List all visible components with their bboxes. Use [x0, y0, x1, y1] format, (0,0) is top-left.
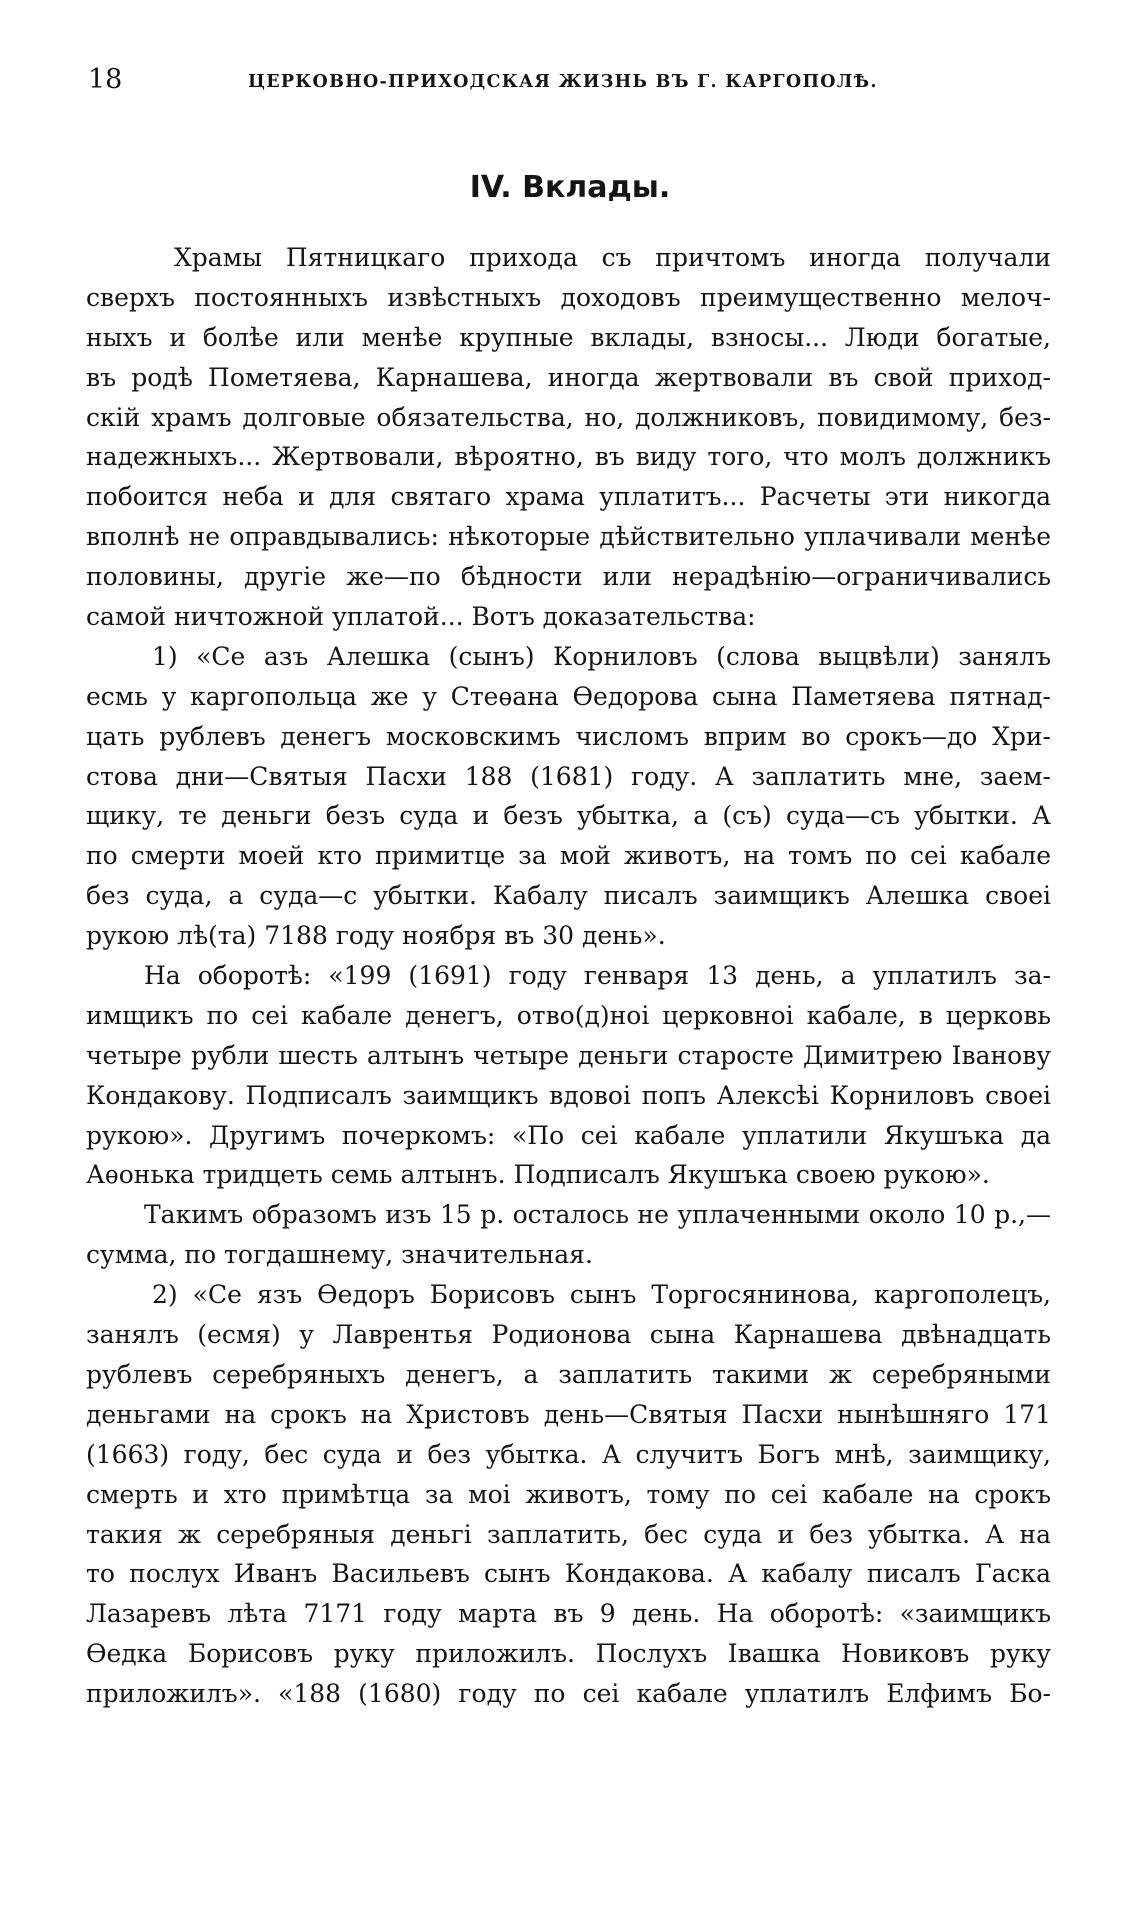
text-line: ныхъ и болѣе или менѣе крупные вклады, взносы... Люди богатые,	[86, 322, 1051, 352]
paragraph-document-1	[86, 637, 1051, 956]
paragraph-document-2	[86, 1275, 1051, 1714]
text-line: 1) «Се азъ Алешка (сынъ) Корниловъ (слова выцвѣли) занялъ	[152, 641, 1051, 671]
section-title: IV. Вклады.	[469, 170, 671, 205]
text-line: стова дни—Святыя Пасхи 188 (1681) году. А заплатить мне, заем-	[86, 761, 1051, 791]
text-line: самой ничтожной уплатой... Вотъ доказательства:	[86, 602, 756, 632]
text-line: рублевъ серебряныхъ денегъ, а заплатить такими ж серебряными	[86, 1359, 1051, 1389]
text-line: половины, другіе же—по бѣдности или нерадѣнію—ограничивались	[86, 562, 1051, 592]
text-line: такия ж серебряныя деньгі заплатить, бес суда и без убытка. А на	[86, 1519, 1051, 1549]
page-header	[88, 58, 1048, 98]
text-line: рукою». Другимъ почеркомъ: «По сеі кабале уплатили Якушъка да	[86, 1120, 1051, 1150]
page-number: 18	[88, 64, 123, 95]
paragraph-intro	[86, 238, 1051, 637]
text-line: скій храмъ долговые обязательства, но, должниковъ, повидимому, без-	[86, 402, 1051, 432]
running-title: ЦЕРКОВНО-ПРИХОДСКАЯ ЖИЗНЬ ВЪ Г. КАРГОПОЛѢ.	[248, 72, 878, 92]
text-line: рукою лѣ(та) 7188 году ноября въ 30 день».	[86, 921, 666, 951]
text-line: Лазаревъ лѣта 7171 году марта въ 9 день. На оборотѣ: «заимщикъ	[86, 1599, 1051, 1629]
text-line: есмь у каргопольца же у Стеѳана Ѳедорова сына Паметяева пятнад-	[86, 681, 1051, 711]
text-line: побоится неба и для святаго храма уплатитъ... Расчеты эти никогда	[86, 482, 1051, 512]
text-line: деньгами на срокъ на Христовъ день—Святыя Пасхи нынѣшняго 171	[86, 1399, 1051, 1429]
text-line: четыре рубли шесть алтынъ четыре деньги старосте Димитрею Іванову	[86, 1040, 1051, 1070]
text-line: 2) «Се язъ Ѳедоръ Борисовъ сынъ Торгосянинова, каргополецъ,	[152, 1280, 1051, 1310]
text-line: приложилъ». «188 (1680) году по сеі кабале уплатилъ Елфимъ Бо-	[86, 1679, 1051, 1709]
text-line: Такимъ образомъ изъ 15 р. осталось не уплаченными около 10 р.,—	[144, 1200, 1051, 1230]
text-line: то послух Иванъ Васильевъ сынъ Кондакова. А кабалу писалъ Гаска	[86, 1559, 1051, 1589]
paragraph-reverse-note-1	[86, 956, 1051, 1195]
text-line: по смерти моей кто примитце за мой животъ, на томъ по сеі кабале	[86, 841, 1051, 871]
text-line: Аѳонька тридцеть семь алтынъ. Подписалъ Якушъка своею рукою».	[86, 1160, 990, 1190]
text-line: смерть и хто примѣтца за моі животъ, тому по сеі кабале на срокъ	[86, 1479, 1051, 1509]
text-line: надежныхъ... Жертвовали, вѣроятно, въ виду того, что молъ должникъ	[86, 442, 1051, 472]
text-line: въ родѣ Пометяева, Карнашева, иногда жертвовали въ свой приход-	[86, 362, 1051, 392]
text-line: вполнѣ не оправдывались: нѣкоторые дѣйствительно уплачивали менѣе	[86, 522, 1051, 552]
text-line: Храмы Пятницкаго прихода съ причтомъ иногда получали	[174, 243, 1051, 272]
text-line: (1663) году, бес суда и без убытка. А случитъ Богъ мнѣ, заимщику,	[86, 1439, 1051, 1469]
text-line: На оборотѣ: «199 (1691) году генваря 13 день, а уплатилъ за-	[144, 961, 1051, 991]
text-line: сумма, по тогдашнему, значительная.	[86, 1240, 593, 1270]
text-line: сверхъ постоянныхъ извѣстныхъ доходовъ преимущественно мелоч-	[86, 282, 1051, 312]
text-line: имщикъ по сеі кабале денегъ, отво(д)ноі церковноі кабале, в церковь	[86, 1000, 1051, 1030]
text-line: Кондакову. Подписалъ заимщикъ вдовоі попъ Алексѣі Корниловъ своеі	[86, 1080, 1051, 1110]
text-line: щику, те деньги безъ суда и безъ убытка, а (съ) суда—съ убытки. А	[86, 801, 1051, 831]
body-text	[86, 238, 1051, 1714]
text-line: занялъ (есмя) у Лаврентья Родионова сына Карнашева двѣнадцать	[86, 1320, 1051, 1350]
text-line: без суда, а суда—с убытки. Кабалу писалъ заимщикъ Алешка своеі	[86, 881, 1051, 911]
text-line: Ѳедка Борисовъ руку приложилъ. Послухъ Івашка Новиковъ руку	[86, 1639, 1051, 1669]
paragraph-summary	[86, 1195, 1051, 1275]
text-line: цать рублевъ денегъ московскимъ числомъ вприм во срокъ—до Хри-	[86, 721, 1051, 751]
